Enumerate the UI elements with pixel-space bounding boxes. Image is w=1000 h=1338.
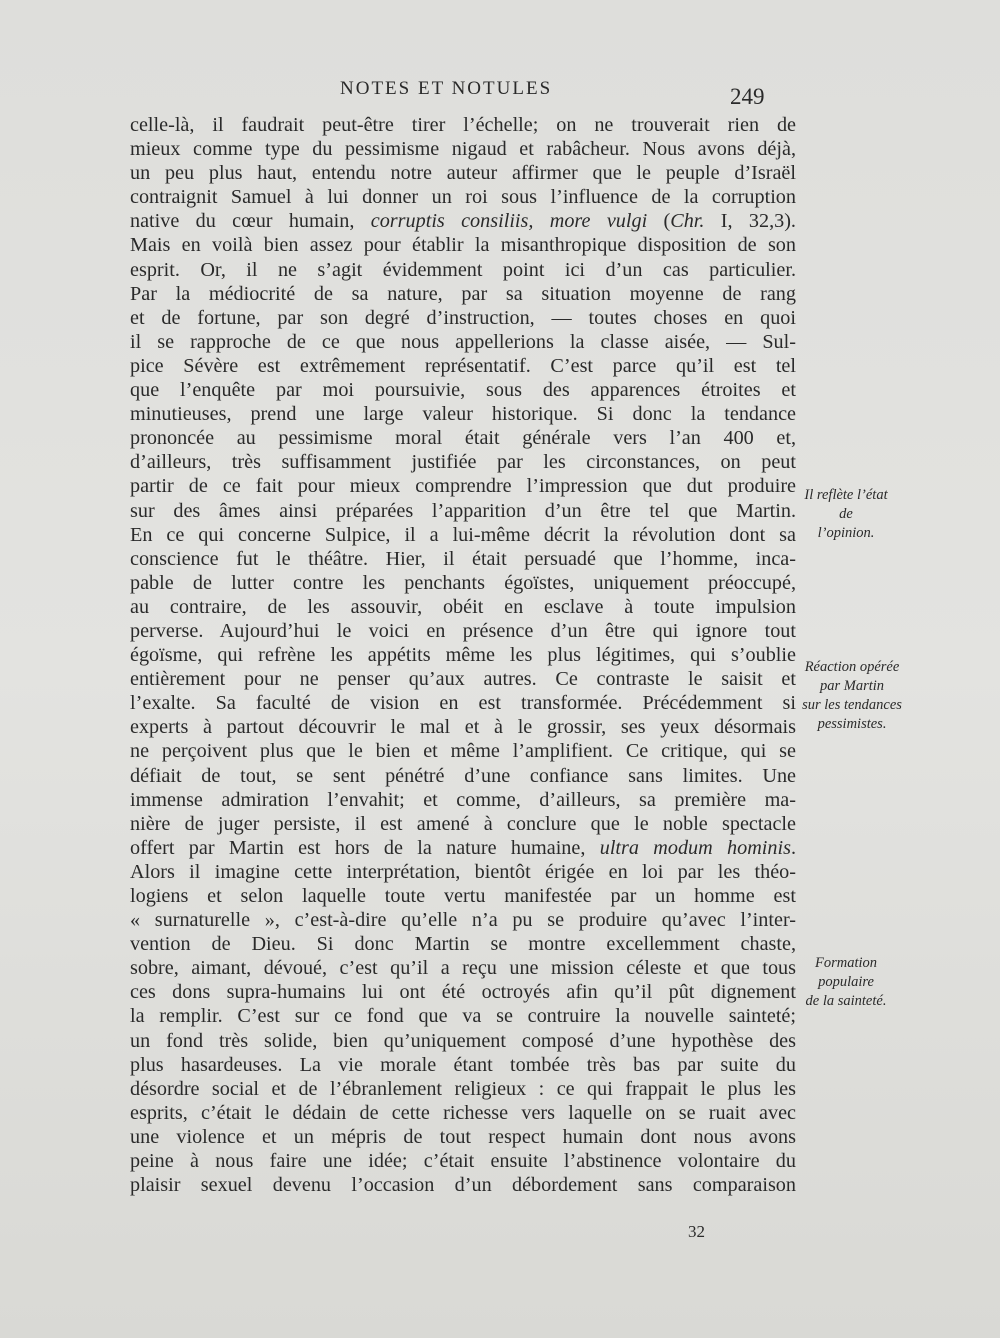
margin-note-line: Il reflète l’état <box>804 487 888 503</box>
italic-text: ultra modum hominis <box>599 836 791 859</box>
text-line <box>130 426 796 450</box>
margin-note-formation <box>786 954 906 1011</box>
text-segment: désordre social et de l’ébranlement religieux : ce qui frappait le plus les <box>130 1077 796 1100</box>
text-line <box>130 258 796 282</box>
text-line <box>130 185 796 209</box>
text-line <box>130 474 796 498</box>
text-line <box>130 739 796 763</box>
text-segment: experts à partout découvrir le mal et à le grossir, ses yeux désormais <box>130 716 796 739</box>
text-segment: esprit. Or, il ne s’agit évidemment point ici d’un cas particulier. <box>130 258 796 281</box>
text-segment: il se rapproche de ce que nous appellerions la classe aisée, — Sul- <box>130 330 796 353</box>
text-line <box>130 932 796 956</box>
text-line <box>130 836 796 860</box>
text-segment: défiait de tout, se sent pénétré d’une confiance sans limites. Une <box>130 764 796 787</box>
text-segment: pable de lutter contre les penchants égoïstes, uniquement préoccupé, <box>130 571 796 594</box>
text-line <box>130 330 796 354</box>
margin-note-line: populaire <box>818 974 874 990</box>
text-segment: ( <box>647 210 671 233</box>
text-line <box>130 812 796 836</box>
margin-note-line: sur les tendances <box>802 697 902 713</box>
text-segment: ne perçoivent plus que le bien et même l’amplifient. Ce critique, qui se <box>130 740 796 763</box>
text-line <box>130 595 796 619</box>
margin-note-line: par Martin <box>819 678 885 694</box>
text-segment: entièrement pour ne penser qu’aux autres. Ce contraste le saisit et <box>130 668 796 691</box>
text-segment: peine à nous faire une idée; c’était ensuite l’abstinence volontaire du <box>130 1150 796 1173</box>
italic-text: corruptis consiliis, more vulgi <box>370 210 648 233</box>
text-segment: celle-là, il faudrait peut-être tirer l’échelle; on ne trouverait rien de <box>130 114 796 136</box>
text-line <box>130 306 796 330</box>
text-line <box>130 113 796 137</box>
text-segment: En ce qui concerne Sulpice, il a lui-même décrit la révolution dont sa <box>130 523 796 546</box>
text-segment: esprits, c’était le dédain de cette richesse vers laquelle on se ruait avec <box>130 1101 796 1124</box>
text-segment: conscience fut le théâtre. Hier, il était persuadé que l’homme, inca- <box>130 547 796 570</box>
text-segment: minutieuses, prend une large valeur historique. Si donc la tendance <box>130 403 796 426</box>
margin-note-line: de <box>839 506 853 522</box>
body-text <box>130 113 796 1197</box>
text-line <box>130 571 796 595</box>
text-line <box>130 209 796 233</box>
text-line <box>130 1077 796 1101</box>
text-segment: native du cœur humain, <box>130 210 371 233</box>
text-segment: prononcée au pessimisme moral était générale vers l’an 400 et, <box>130 427 796 450</box>
margin-note-line: pessimistes. <box>817 716 887 732</box>
margin-note-opinion <box>786 486 906 543</box>
text-line <box>130 1101 796 1125</box>
text-segment: et de fortune, par son degré d’instruction, — toutes choses en quoi <box>130 306 796 329</box>
signature-mark: 32 <box>688 1222 705 1241</box>
text-segment: un peu plus haut, entendu notre auteur affirmer que le peuple d’Israël <box>130 162 796 185</box>
text-segment: égoïsme, qui refrène les appétits même les plus légitimes, qui s’oublie <box>130 644 796 667</box>
text-segment: l’exalte. Sa faculté de vision en est transformée. Précédemment si <box>130 692 796 715</box>
text-segment: Par la médiocrité de sa nature, par sa situation moyenne de rang <box>130 282 796 305</box>
text-line <box>130 282 796 306</box>
text-line <box>130 1125 796 1149</box>
text-segment: un fond très solide, bien qu’uniquement composé d’une hypothèse des <box>130 1029 796 1052</box>
text-line <box>130 691 796 715</box>
italic-text: Chr. <box>670 210 705 233</box>
text-segment: sobre, aimant, dévoué, c’est qu’il a reçu une mission céleste et que tous <box>130 957 796 980</box>
margin-note-line: Réaction opérée <box>804 659 900 675</box>
text-segment: logiens et selon laquelle toute vertu manifestée par un homme est <box>130 885 796 907</box>
text-segment: partir de ce fait pour mieux comprendre l’impression que dut produire <box>130 475 796 498</box>
text-segment: nière de juger persiste, il est amené à conclure que le noble spectacle <box>130 812 796 835</box>
text-segment: une violence et un mépris de tout respect humain dont nous avons <box>130 1125 796 1148</box>
text-segment: offert par Martin est hors de la nature humaine, <box>130 836 600 859</box>
text-line <box>130 667 796 691</box>
text-line <box>130 450 796 474</box>
text-line <box>130 908 796 932</box>
text-segment: Mais en voilà bien assez pour établir la misanthropique disposition de son <box>130 234 796 257</box>
text-line <box>130 523 796 547</box>
margin-note-reaction <box>792 658 912 734</box>
text-segment: Alors il imagine cette interprétation, bientôt érigée en loi par les théo- <box>130 860 796 883</box>
text-line <box>130 643 796 667</box>
text-line <box>130 378 796 402</box>
text-line <box>130 619 796 643</box>
margin-note-line: de la sainteté. <box>805 993 887 1009</box>
text-segment: mieux comme type du pessimisme nigaud et rabâcheur. Nous avons déjà, <box>130 138 796 161</box>
text-segment: d’ailleurs, très suffisamment justifiée par les circonstances, on peut <box>130 451 796 474</box>
text-segment: . <box>790 836 797 859</box>
text-line <box>130 764 796 788</box>
text-line <box>130 1053 796 1077</box>
text-line <box>130 884 796 908</box>
text-line <box>130 161 796 185</box>
text-line <box>130 1149 796 1173</box>
text-segment: ces dons supra-humains lui ont été octroyés afin qu’il pût dignement <box>130 981 796 1004</box>
text-line <box>130 402 796 426</box>
margin-note-line: l’opinion. <box>817 525 875 541</box>
text-line <box>130 1029 796 1053</box>
text-line <box>130 788 796 812</box>
margin-note-line: Formation <box>814 955 878 971</box>
text-segment: que l’enquête par moi poursuivie, sous des apparences étroites et <box>130 379 796 402</box>
text-segment: plaisir sexuel devenu l’occasion d’un débordement sans comparaison <box>130 1174 796 1197</box>
text-segment: pice Sévère est extrêmement représentatif. C’est parce qu’il est tel <box>130 354 796 377</box>
text-segment: I, 32,3). <box>704 210 796 233</box>
running-head: NOTES ET NOTULES <box>340 78 553 99</box>
text-line <box>130 354 796 378</box>
text-line <box>130 1004 796 1028</box>
text-segment: plus hasardeuses. La vie morale étant tombée très bas par suite du <box>130 1053 796 1076</box>
text-line <box>130 956 796 980</box>
text-line <box>130 547 796 571</box>
text-line <box>130 860 796 884</box>
text-segment: au contraire, de les assouvir, obéit en esclave à toute impulsion <box>130 595 796 618</box>
text-line <box>130 499 796 523</box>
text-line <box>130 1173 796 1197</box>
text-line <box>130 233 796 257</box>
text-segment: sur des âmes ainsi préparées l’apparition d’un être tel que Martin. <box>130 499 796 522</box>
text-segment: contraignit Samuel à lui donner un roi sous l’influence de la corruption <box>130 186 796 209</box>
text-segment: la remplir. C’est sur ce fond que va se contruire la nouvelle sainteté; <box>130 1005 796 1028</box>
text-segment: vention de Dieu. Si donc Martin se montre excellemment chaste, <box>130 933 796 956</box>
text-line <box>130 715 796 739</box>
text-line <box>130 137 796 161</box>
text-segment: perverse. Aujourd’hui le voici en présence d’un être qui ignore tout <box>130 619 796 642</box>
text-segment: immense admiration l’envahit; et comme, d’ailleurs, sa première ma- <box>130 788 796 811</box>
text-segment: « surnaturelle », c’est-à-dire qu’elle n’a pu se produire qu’avec l’inter- <box>130 909 796 932</box>
page-number: 249 <box>730 84 765 109</box>
text-line <box>130 980 796 1004</box>
